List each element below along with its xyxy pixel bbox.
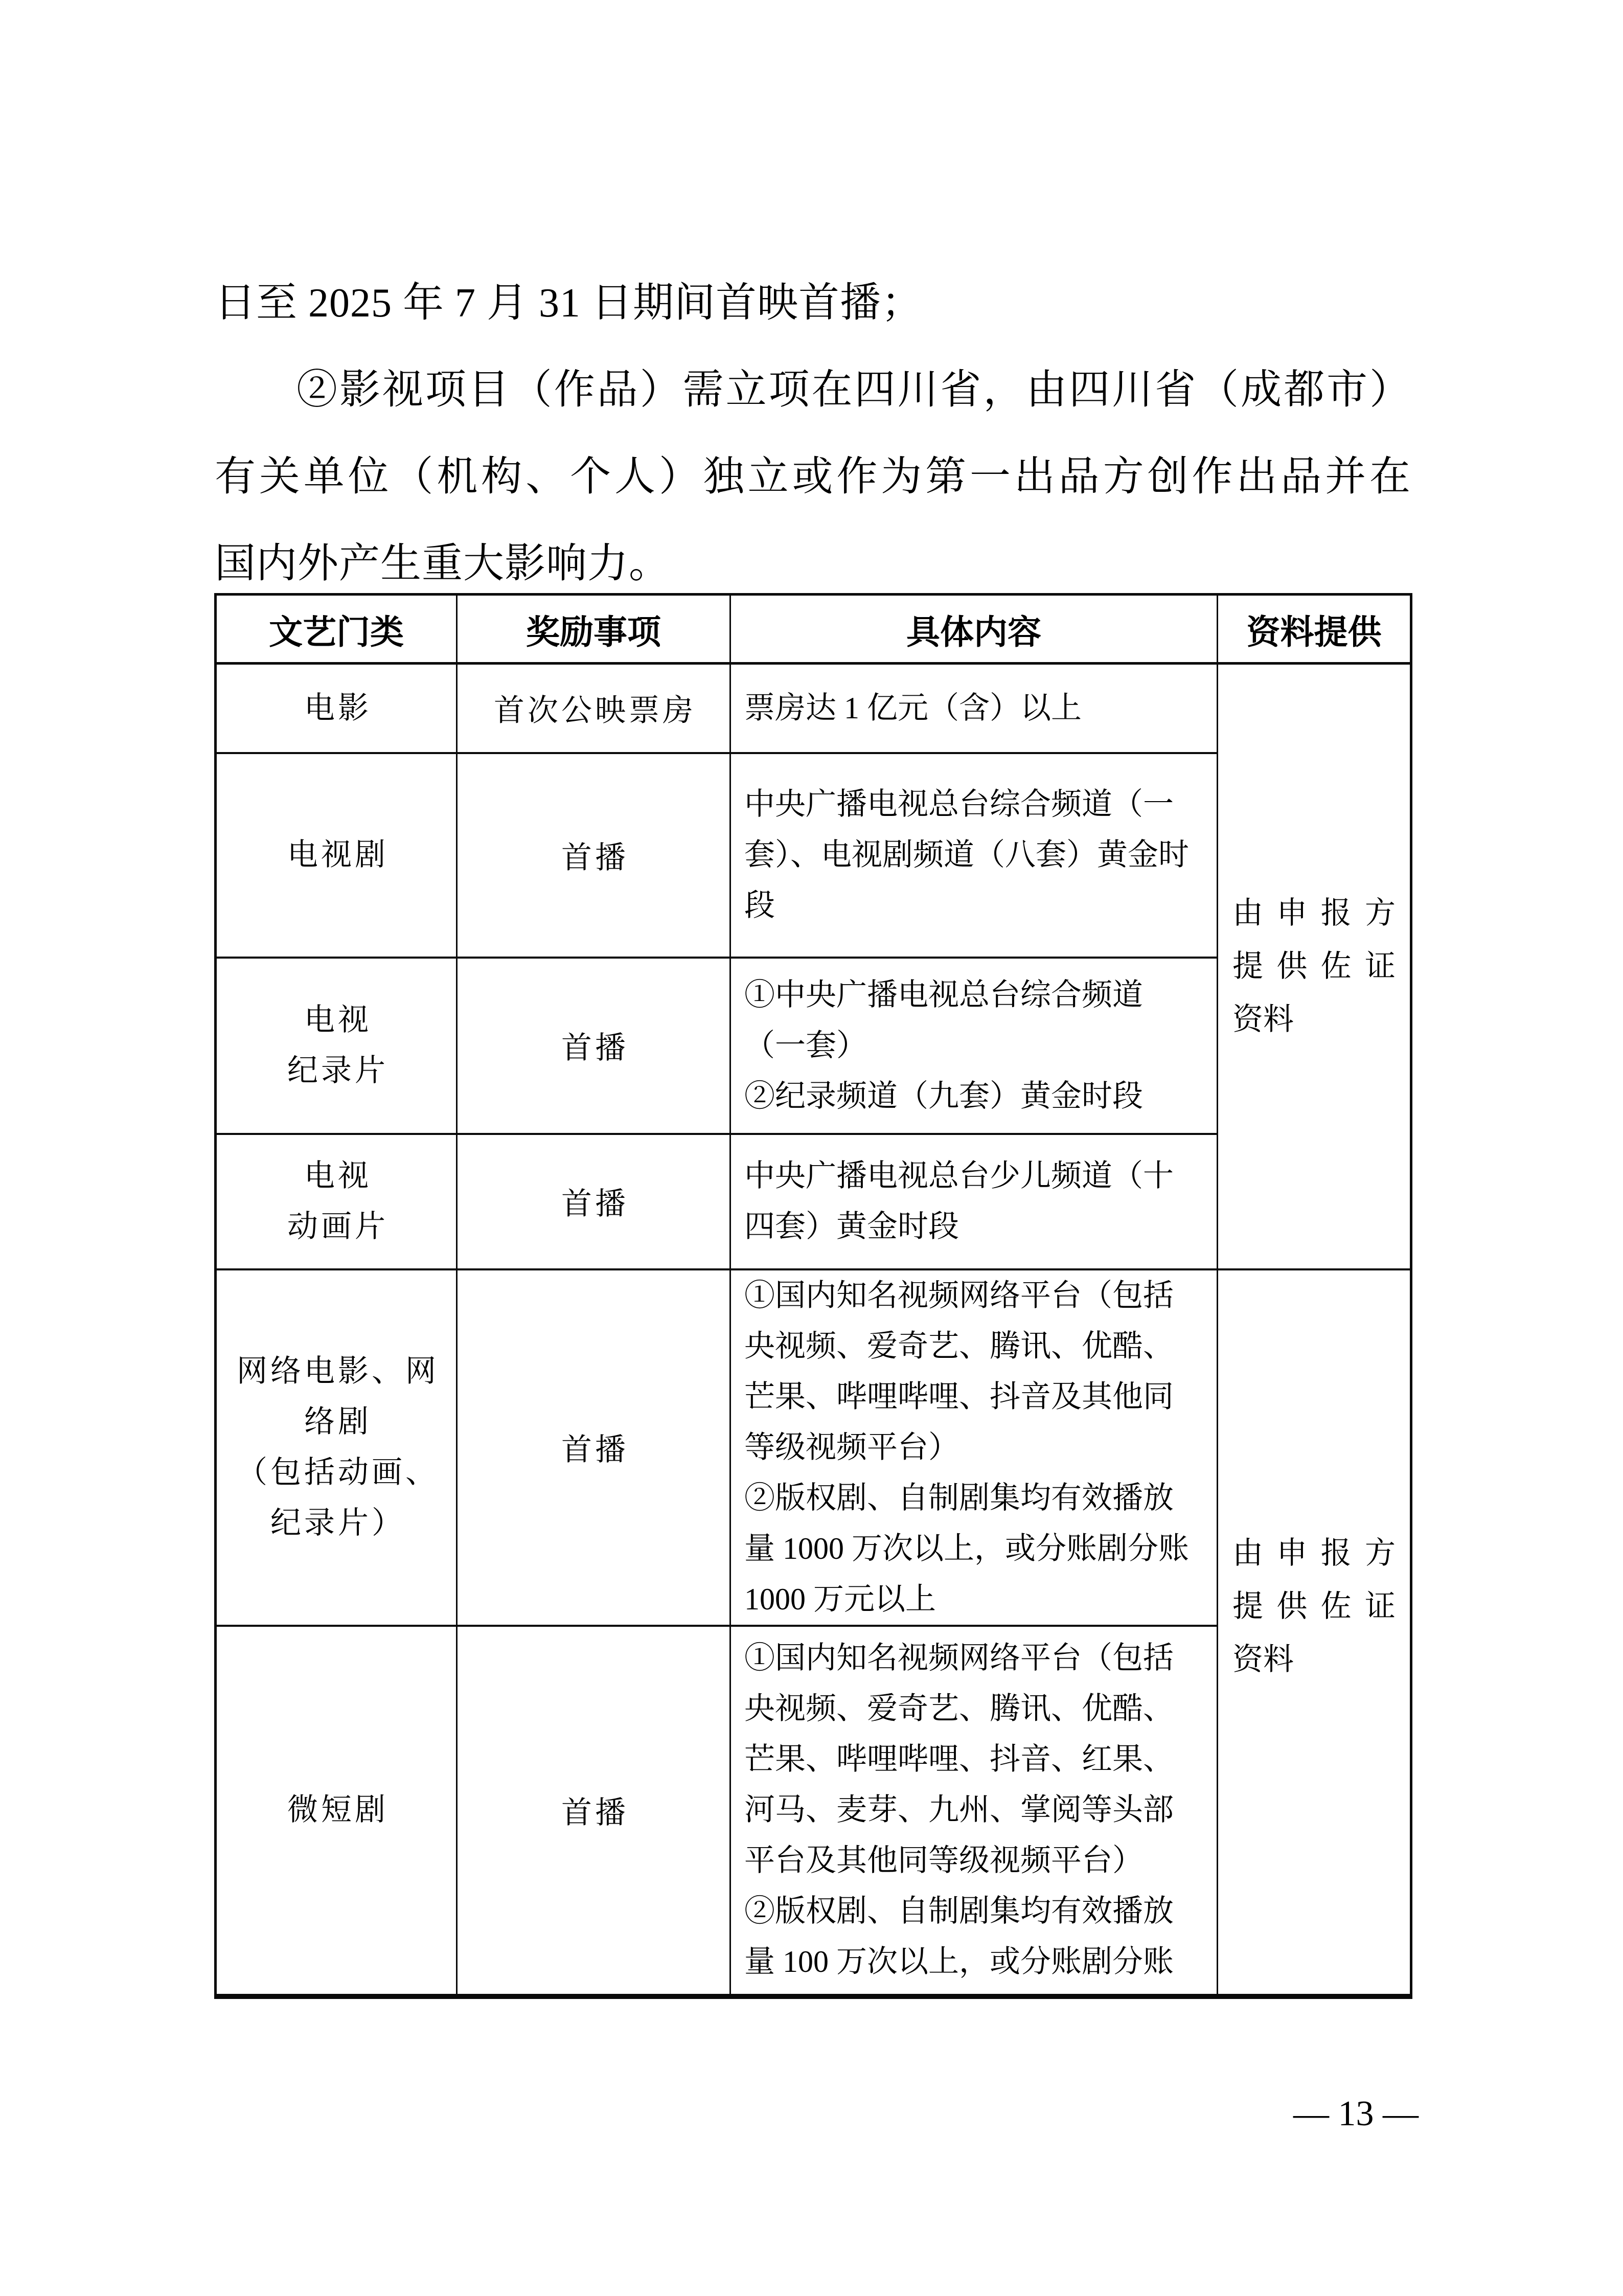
award-criteria-table	[214, 593, 1412, 1999]
intro-line-4: 国内外产生重大影响力。	[215, 541, 670, 586]
intro-line-2: ②影视项目（作品）需立项在四川省，由四川省（成都市）	[296, 368, 1411, 413]
header-award: 奖励事项	[457, 595, 730, 664]
intro-line-1: 日至 2025 年 7 月 31 日期间首映首播；	[215, 281, 923, 326]
intro-line-3: 有关单位（机构、个人）独立或作为第一出品方创作出品并在	[215, 454, 1411, 499]
cell-award-tv-documentary: 首播	[457, 958, 730, 1134]
cell-award-micro-drama: 首播	[457, 1626, 730, 1996]
cell-category-micro-drama: 微短剧	[216, 1626, 457, 1996]
cell-award-tv-drama: 首播	[457, 753, 730, 958]
cell-category-tv-drama: 电视剧	[216, 753, 457, 958]
cell-category-tv-animation: 电视 动画片	[216, 1134, 457, 1269]
cell-category-film: 电影	[216, 664, 457, 753]
header-category: 文艺门类	[216, 595, 457, 664]
table-header-row	[216, 595, 1411, 664]
header-detail: 具体内容	[730, 595, 1218, 664]
page-number: — 13 —	[1293, 2094, 1419, 2133]
cell-award-tv-animation: 首播	[457, 1134, 730, 1269]
cell-detail-tv-animation: 中央广播电视总台少儿频道（十 四套）黄金时段	[730, 1134, 1218, 1269]
cell-award-film: 首次公映票房	[457, 664, 730, 753]
cell-evidence-group-1: 由申报方 提供佐证 资料	[1218, 664, 1411, 1269]
table-row-web-film-series	[216, 1269, 1411, 1626]
cell-detail-tv-drama: 中央广播电视总台综合频道（一 套）、电视剧频道（八套）黄金时 段	[730, 753, 1218, 958]
cell-evidence-group-2: 由申报方 提供佐证 资料	[1218, 1269, 1411, 1996]
cell-category-tv-documentary: 电视 纪录片	[216, 958, 457, 1134]
cell-detail-tv-documentary: ①中央广播电视总台综合频道 （一套） ②纪录频道（九套）黄金时段	[730, 958, 1218, 1134]
cell-detail-web-film-series: ①国内知名视频网络平台（包括 央视频、爱奇艺、腾讯、优酷、 芒果、哔哩哔哩、抖音及其他同 等级视频平台） ②版权剧、自制剧集均有效播放 量 1000 万次以上，或分账剧分账 1000 万元以上	[730, 1269, 1218, 1626]
intro-paragraphs	[215, 260, 1411, 607]
cell-detail-micro-drama: ①国内知名视频网络平台（包括 央视频、爱奇艺、腾讯、优酷、 芒果、哔哩哔哩、抖音、红果、 河马、麦芽、九州、掌阅等头部 平台及其他同等级视频平台） ②版权剧、自制剧集均有效播放 量 100 万次以上，或分账剧分账	[730, 1626, 1218, 1996]
header-evidence: 资料提供	[1218, 595, 1411, 664]
cell-detail-film: 票房达 1 亿元（含）以上	[730, 664, 1218, 753]
table-row-film	[216, 664, 1411, 753]
cell-award-web-film-series: 首播	[457, 1269, 730, 1626]
cell-category-web-film-series: 网络电影、网 络剧 （包括动画、 纪录片）	[216, 1269, 457, 1626]
